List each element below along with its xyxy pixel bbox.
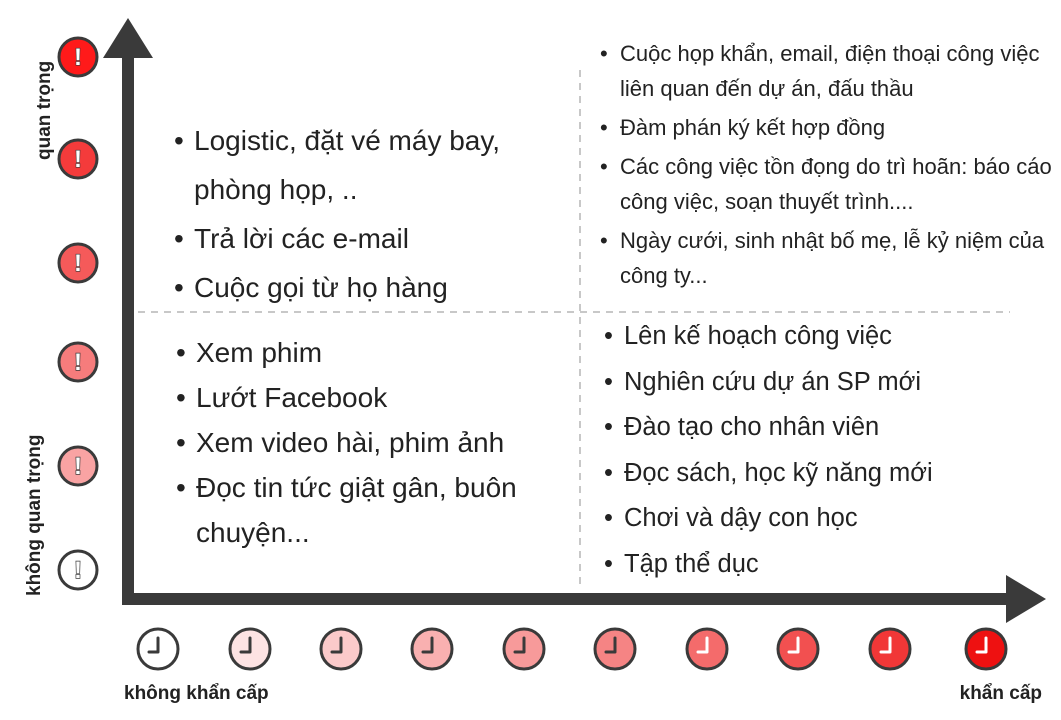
list-item: • Chơi và dậy con học [604, 496, 1044, 542]
exclamation-icon [59, 343, 97, 381]
list-item: • Lên kế hoạch công việc [604, 314, 1044, 360]
clock-icon [412, 629, 452, 669]
exclamation-icon-glyph: ! [74, 44, 82, 71]
x-axis-line [122, 593, 1010, 605]
list-item: • Cuộc họp khẩn, email, điện thoại công việc liên quan đến dự án, đấu thầu [600, 36, 1055, 106]
quadrant-not-important-urgent [604, 314, 1044, 587]
clock-icon [230, 629, 270, 669]
exclamation-icon [59, 551, 97, 589]
y-axis-line [122, 55, 134, 605]
list-item: • Đàm phán ký kết hợp đồng [600, 110, 1055, 145]
list-item: • Đọc tin tức giật gân, buôn chuyện... [176, 465, 556, 555]
x-axis-label-not-urgent: không khẩn cấp [124, 683, 269, 704]
list-item: • Trả lời các e-mail [174, 214, 554, 263]
list-item: • Lướt Facebook [176, 375, 556, 420]
exclamation-icon-glyph: ! [74, 453, 82, 480]
exclamation-icon-glyph: ! [74, 146, 82, 173]
quadrant-important-urgent [600, 36, 1055, 297]
importance-scale-icons [59, 38, 97, 589]
clock-icon [138, 629, 178, 669]
exclamation-icon [59, 38, 97, 76]
clock-icon [504, 629, 544, 669]
list-item: • Nghiên cứu dự án SP mới [604, 360, 1044, 406]
list-item: • Logistic, đặt vé máy bay, phòng họp, .. [174, 116, 554, 214]
list-item: • Tập thể dục [604, 542, 1044, 588]
list-item: • Cuộc gọi từ họ hàng [174, 263, 554, 312]
clock-icon [778, 629, 818, 669]
clock-icon [687, 629, 727, 669]
exclamation-icon [59, 447, 97, 485]
urgency-scale-icons [138, 629, 1006, 669]
x-axis-label-urgent: khẩn cấp [959, 683, 1042, 704]
clock-icon [321, 629, 361, 669]
clock-icon [595, 629, 635, 669]
list-item: • Ngày cưới, sinh nhật bố mẹ, lễ kỷ niệm của công ty... [600, 223, 1055, 293]
exclamation-icon [59, 244, 97, 282]
clock-icon [870, 629, 910, 669]
quadrant-important-not-urgent [174, 116, 554, 312]
y-axis-arrowhead [103, 18, 153, 58]
y-axis-label-not-important: không quan trọng [24, 434, 45, 596]
y-axis-label-important: quan trọng [34, 60, 55, 160]
list-item: • Đào tạo cho nhân viên [604, 405, 1044, 451]
list-item: • Xem phim [176, 330, 556, 375]
exclamation-icon-glyph: ! [74, 349, 82, 376]
list-item: • Các công việc tồn đọng do trì hoãn: báo cáo công việc, soạn thuyết trình.... [600, 149, 1055, 219]
exclamation-icon-glyph: ! [74, 557, 82, 584]
list-item: • Xem video hài, phim ảnh [176, 420, 556, 465]
exclamation-icon [59, 140, 97, 178]
exclamation-icon-glyph: ! [74, 250, 82, 277]
quadrant-not-important-not-urgent [176, 330, 556, 555]
list-item: • Đọc sách, học kỹ năng mới [604, 451, 1044, 497]
clock-icon [966, 629, 1006, 669]
